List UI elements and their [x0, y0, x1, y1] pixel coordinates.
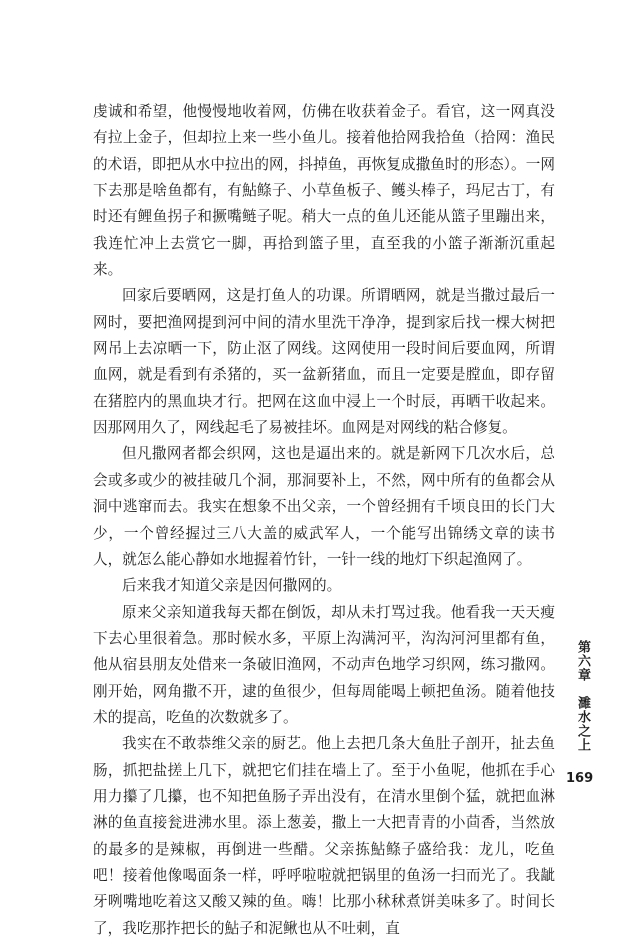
body-text: [93, 99, 555, 942]
paragraph-6: 我实在不敢恭维父亲的厨艺。他上去把几条大鱼肚子剖开，扯去鱼肠，抓把盐搓上几下，就把它们挂在墙上了。至于小鱼呢，他抓在手心用力攥了几攥，也不知把鱼肠子弄出没有，在清水里倒个猛，就把血淋淋的鱼直接瓮进沸水里。添上葱姜，撒上一大把青青的小茴香，当然放的最多的是辣椒，再倒进一些醋。父亲拣鮎鲦子盛给我：龙儿，吃鱼吧！接着他像喝面条一样，呼呼啦啦就把锅里的鱼汤一扫而光了。我龇牙咧嘴地吃着这又酸又辣的鱼。嗨！比那小秫秫煮饼美味多了。时间长了，我吃那拃把长的鮎子和泥鳅也从不吐刺，直: [93, 735, 555, 937]
paragraph-1: 虔诚和希望，他慢慢地收着网，仿佛在收获着金子。看官，这一网真没有拉上金子，但却拉上来一些小鱼儿。接着他拾网我拾鱼（拾网：渔民的术语，即把从水中拉出的网，抖掉鱼，再恢复成撒鱼时的形态）。一网下去那是啥鱼都有，有鮎鲦子、小草鱼板子、鳠头棒子，玛尼古丁，有时还有鲤鱼拐子和撅嘴鲢子呢。稍大一点的鱼儿还能从篮子里蹦出来，我连忙冲上去赏它一脚，再拾到篮子里，直至我的小篮子渐渐沉重起来。: [93, 103, 555, 279]
page-number: 169: [566, 771, 594, 786]
paragraph-2: 回家后要晒网，这是打鱼人的功课。所谓晒网，就是当撒过最后一网时，要把渔网提到河中间的清水里洗干净净，提到家后找一棵大树把网吊上去凉晒一下，防止沤了网线。这网使用一段时间后要血网，所谓血网，就是看到有杀猪的，买一盆新猪血，而且一定要是膛血，即存留在猪腔内的黑血块才行。把网在这血中浸上一个时辰，再晒干收起来。因那网用久了，网线起毛了易被挂坏。血网是对网线的粘合修复。: [93, 287, 555, 437]
paragraph-3: 但凡撒网者都会织网，这也是逼出来的。就是新网下几次水后，总会或多或少的被挂破几个洞，那洞要补上，不然，网中所有的鱼都会从洞中逃窜而去。我实在想象不出父亲，一个曾经拥有千顷良田的长门大少，一个曾经握过三八大盖的威武军人，一个能写出锦绣文章的读书人，就怎么能心静如水地握着竹针，一针一线的地灯下织起渔网了。: [93, 445, 555, 568]
chapter-title: 第六章: [575, 640, 590, 682]
running-header: [570, 640, 590, 752]
section-title: 濉水之上: [575, 696, 590, 752]
paragraph-5: 原来父亲知道我每天都在倒饭，却从未打骂过我。他看我一天天瘦下去心里很着急。那时候水多，平原上沟满河平，沟沟河河里都有鱼，他从宿县朋友处借来一条破旧渔网，不动声色地学习织网，练习撒网。刚开始，网角撒不开，逮的鱼很少，但每周能喝上顿把鱼汤。随着他技术的提高，吃鱼的次数就多了。: [93, 603, 555, 726]
paragraph-4: 后来我才知道父亲是因何撒网的。: [122, 577, 342, 595]
